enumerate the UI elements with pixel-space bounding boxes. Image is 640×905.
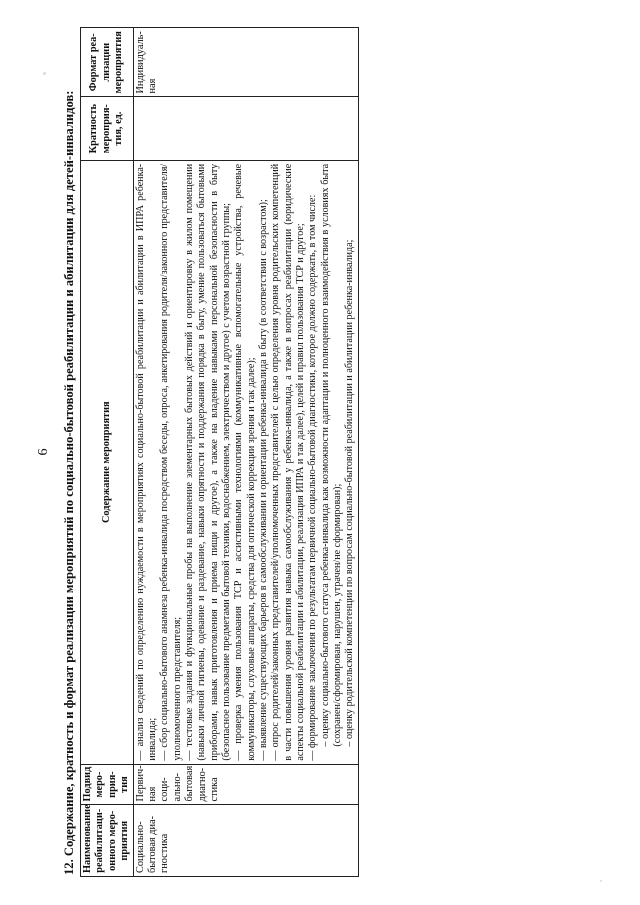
table-header-row bbox=[81, 28, 134, 877]
section-heading: 12. Содержание, кратность и формат реализации мероприятий по социально-бытовой реабилитации и абилитации для детей-инвалидов: bbox=[62, 90, 76, 875]
rotated-page bbox=[36, 27, 600, 877]
header-format: Формат реа-лизации мероприятия bbox=[81, 28, 134, 98]
cell-content bbox=[133, 160, 358, 764]
header-frequency: Кратность мероприя-тия, ед. bbox=[81, 97, 134, 160]
content-item: — выявление существующих барьеров в самообслуживании и ориентации ребенка-инвалида в быту (в соответствии с возрастом); bbox=[258, 199, 270, 761]
content-subitem: – оценку родительской компетенции по вопросам социально-бытовой реабилитации и абилитации ребенка-инвалида; bbox=[344, 239, 356, 747]
page-number: 6 bbox=[36, 448, 51, 456]
content-item: — сбор социально-бытового анамнеза ребенка-инвалида посредством беседы, опроса, анкетирования родителя/законного представителя/уполномоченного представителя; bbox=[159, 163, 183, 761]
header-subtype: Подвид меро-прия-тия bbox=[81, 764, 134, 805]
scan-speck bbox=[43, 72, 46, 75]
header-name: Наименование реабилитаци-онного меро-приятия bbox=[81, 805, 134, 877]
content-item: — проверка умения пользования ТСР и ассистивными технологиями (коммуникативные вспомогательные устройства, речевые коммуникаторы, слуховые аппараты, средства для оптической коррекции зрения и так далее); bbox=[233, 163, 257, 761]
measures-table bbox=[80, 27, 359, 877]
cell-name: Социально-бытовая диа-гностика bbox=[133, 805, 358, 877]
cell-subtype: Первич-ная соци-ально-бытовая диагно-стика bbox=[133, 764, 358, 805]
cell-frequency bbox=[133, 97, 358, 160]
scan-speck bbox=[600, 880, 602, 882]
content-subitem: – оценку социально-бытового статуса ребенка-инвалида как возможности адаптации и полноценного взаимодействия в условиях быта (сохранен/сформирован, нарушен, утрачен/не сформирован); bbox=[319, 163, 344, 747]
content-item: — формирование заключения по результатам первичной социально-бытовой диагностики, которое должно содержать, в том числе: bbox=[307, 194, 319, 761]
cell-format: Индивидуаль-ная bbox=[133, 28, 358, 98]
header-content: Содержание мероприятия bbox=[81, 160, 134, 764]
table-row bbox=[133, 28, 358, 877]
content-item: — анализ сведений по определению нуждаемости в мероприятиях социально-бытовой реабилитации и абилитации в ИПРА ребенка-инвалида; bbox=[134, 163, 158, 761]
content-item: — тестовые задания и функциональные пробы на выполнение элементарных бытовых действий и ориентировку в жилом помещении (навыки личной гигиены, одевание и раздевание, навыки опрятности и поддержания порядка в быту, умение пользоваться бытовыми приборами, навык приготовления и приема пищи и другое), а также на владение навыками персональной безопасности в быту (безопасное пользование предметами бытовой техники, водоснабжением, электричеством и другое) с учетом возрастной группы; bbox=[184, 163, 233, 761]
content-item: — опрос родителей/законных представителей/уполномоченных представителей с целью определения уровня родительских компетенций в части повышения уровня развития навыка самообслуживания у ребенка-инвалида, а также в вопросах реабилитации (юридические аспекты социальной реабилитации и абилитации, реализация ИПРА и так далее), целей и правил пользования ТСР и другое; bbox=[270, 163, 307, 761]
